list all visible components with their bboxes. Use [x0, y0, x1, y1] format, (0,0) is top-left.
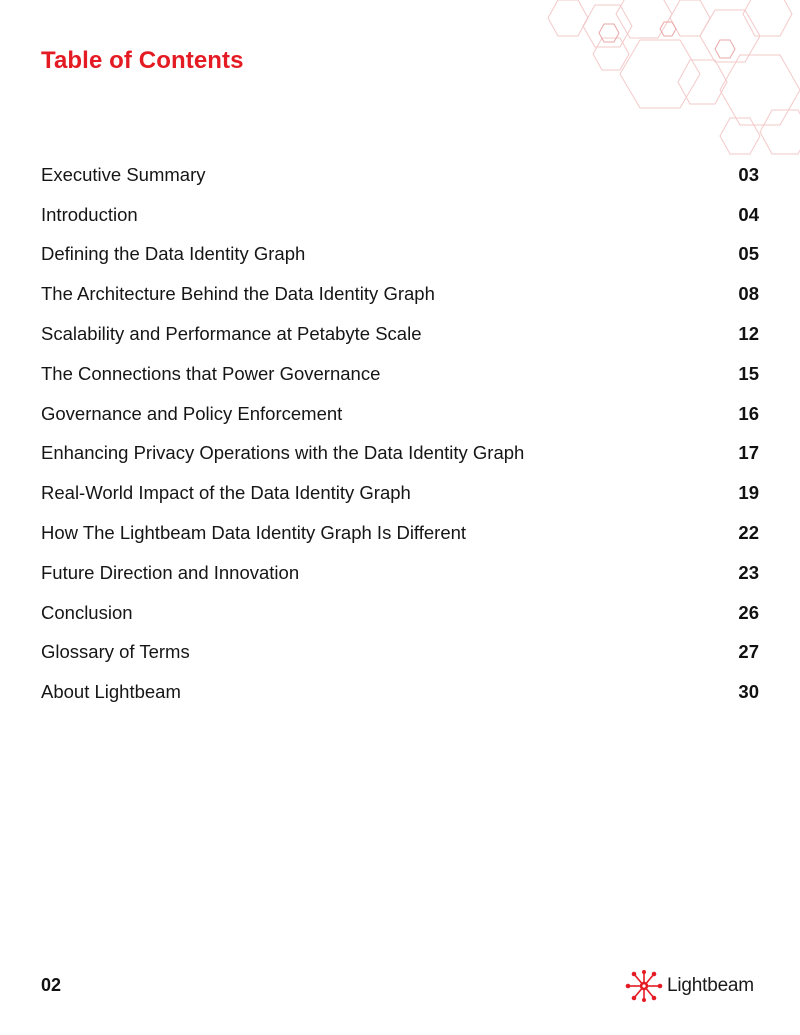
toc-entry-title: Scalability and Performance at Petabyte Scale: [41, 323, 422, 345]
toc-entry-page-number: 22: [738, 522, 759, 544]
toc-entry-title: Executive Summary: [41, 163, 206, 185]
toc-entry-title: The Architecture Behind the Data Identity Graph: [41, 283, 435, 305]
footer-page-number: 02: [41, 975, 62, 995]
toc-entry-page-number: 26: [738, 601, 759, 623]
toc-entry[interactable]: [41, 672, 759, 712]
toc-entry-page-number: 27: [738, 641, 759, 663]
toc-entry-page-number: 16: [738, 402, 759, 424]
toc-entry-page-number: 15: [738, 362, 759, 384]
toc-entry-title: Defining the Data Identity Graph: [41, 243, 306, 265]
toc-entry[interactable]: [41, 354, 759, 394]
lightbeam-network-icon: [624, 969, 664, 1003]
toc-entry-page-number: 03: [738, 163, 759, 185]
toc-entry-title: How The Lightbeam Data Identity Graph Is Different: [41, 522, 467, 544]
toc-entry[interactable]: [41, 593, 759, 633]
hexagon-pattern-decoration: [540, 0, 800, 160]
toc-entry[interactable]: [41, 274, 759, 314]
toc-entry[interactable]: [41, 434, 759, 474]
toc-entry[interactable]: [41, 633, 759, 673]
logo-wordmark: Lightbeam: [667, 975, 754, 996]
page-title: Table of Contents: [41, 47, 244, 74]
toc-entry-title: Enhancing Privacy Operations with the Data Identity Graph: [41, 442, 525, 464]
toc-entry[interactable]: [41, 513, 759, 553]
toc-entry-page-number: 19: [738, 482, 759, 504]
toc-entry[interactable]: [41, 394, 759, 434]
toc-entry-title: Glossary of Terms: [41, 641, 190, 663]
toc-entry-title: Governance and Policy Enforcement: [41, 402, 343, 424]
toc-entry-title: Conclusion: [41, 601, 133, 623]
toc-entry-page-number: 05: [738, 243, 759, 265]
toc-entry[interactable]: [41, 235, 759, 275]
toc-entry-page-number: 30: [738, 681, 759, 703]
table-of-contents: [41, 155, 759, 712]
toc-entry[interactable]: [41, 473, 759, 513]
toc-entry-title: Real-World Impact of the Data Identity Graph: [41, 482, 411, 504]
toc-entry-page-number: 08: [738, 283, 759, 305]
toc-entry-page-number: 17: [738, 442, 759, 464]
toc-entry-page-number: 04: [738, 203, 759, 225]
toc-entry-page-number: 12: [738, 323, 759, 345]
toc-entry-title: About Lightbeam: [41, 681, 181, 703]
toc-entry[interactable]: [41, 314, 759, 354]
toc-entry-title: Introduction: [41, 203, 138, 225]
toc-entry-title: Future Direction and Innovation: [41, 561, 300, 583]
toc-entry-page-number: 23: [738, 561, 759, 583]
toc-entry[interactable]: [41, 155, 759, 195]
lightbeam-logo: [624, 969, 764, 1003]
toc-entry[interactable]: [41, 195, 759, 235]
toc-entry-title: The Connections that Power Governance: [41, 362, 381, 384]
toc-entry[interactable]: [41, 553, 759, 593]
